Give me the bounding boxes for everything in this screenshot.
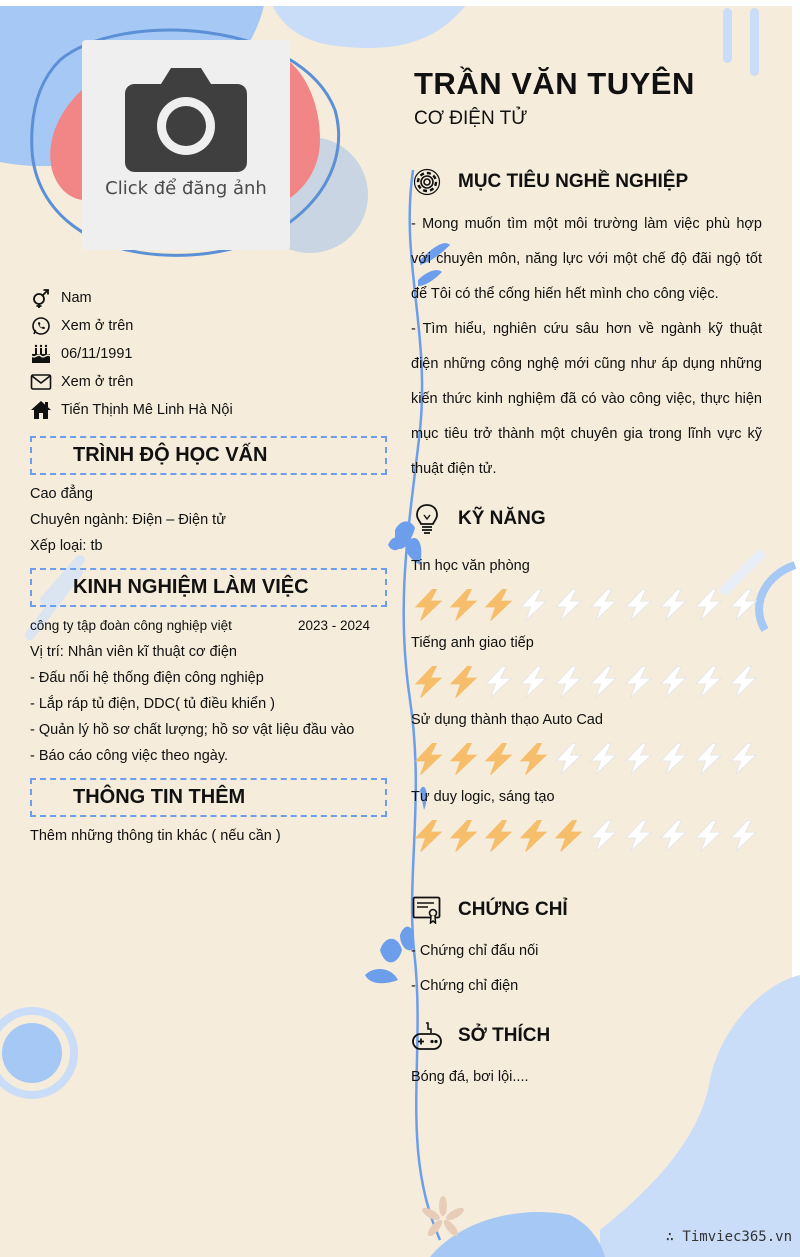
lightbulb-icon [410, 502, 444, 536]
avatar-upload-label: Click để đăng ảnh [105, 178, 267, 199]
hobbies-text: Bóng đá, bơi lội.... [411, 1069, 529, 1085]
certificates-heading: CHỨNG CHỈ [458, 899, 568, 920]
experience-heading-box [30, 568, 387, 607]
birthday-cake-icon [30, 343, 52, 365]
bolt-empty-icon [586, 665, 621, 699]
skill-item [411, 558, 771, 622]
certificates-heading-row [410, 893, 568, 927]
bolt-empty-icon [691, 742, 726, 776]
bolt-filled-icon [446, 742, 481, 776]
contact-gender-text: Nam [61, 290, 92, 306]
certificate-item: - Chứng chỉ điện [411, 978, 519, 994]
education-heading: TRÌNH ĐỘ HỌC VẤN [73, 444, 268, 466]
bolt-empty-icon [586, 819, 621, 853]
objective-paragraph-1: - Mong muốn tìm một môi trường làm việc phù hợp với chuyên môn, năng lực với một chế độ đãi ngộ tốt để Tôi có thể cống hiến hết mình cho công việc. [411, 216, 762, 302]
education-heading-box [30, 436, 387, 475]
bolt-empty-icon [516, 665, 551, 699]
experience-line: - Lắp ráp tủ điện, DDC( tủ điều khiển ) [30, 696, 276, 712]
avatar-upload[interactable] [82, 40, 290, 250]
bolt-filled-icon [411, 819, 446, 853]
email-icon [30, 371, 52, 393]
bolt-empty-icon [551, 742, 586, 776]
certificates-list [411, 934, 538, 1004]
skill-rating [411, 819, 771, 853]
experience-line: - Đấu nối hệ thống điện công nghiệp [30, 670, 264, 686]
contact-email [30, 368, 380, 396]
experience-line: Vị trí: Nhân viên kĩ thuật cơ điện [30, 644, 237, 660]
experience-company: công ty tập đoàn công nghiệp việt [30, 618, 232, 633]
bolt-filled-icon [446, 819, 481, 853]
contact-address-text: Tiến Thịnh Mê Linh Hà Nội [61, 402, 233, 418]
contact-birthday [30, 340, 380, 368]
skill-name: Tin học văn phòng [411, 558, 530, 574]
bolt-filled-icon [516, 819, 551, 853]
gamepad-icon [410, 1019, 444, 1053]
bolt-empty-icon [516, 588, 551, 622]
skill-item [411, 789, 771, 853]
skills-heading-row [410, 502, 546, 536]
bolt-empty-icon [656, 665, 691, 699]
bolt-filled-icon [481, 742, 516, 776]
skill-rating [411, 742, 771, 776]
bolt-empty-icon [726, 665, 761, 699]
skill-name: Tư duy logic, sáng tạo [411, 789, 555, 805]
bolt-empty-icon [621, 588, 656, 622]
contact-phone-text: Xem ở trên [61, 318, 134, 334]
candidate-name: TRẦN VĂN TUYÊN [414, 66, 695, 101]
bolt-empty-icon [726, 819, 761, 853]
certificate-icon [410, 893, 444, 927]
bolt-empty-icon [726, 742, 761, 776]
hobbies-heading-row [410, 1019, 550, 1053]
gender-icon [30, 287, 52, 309]
bolt-filled-icon [481, 819, 516, 853]
bolt-filled-icon [481, 588, 516, 622]
bolt-empty-icon [551, 665, 586, 699]
camera-icon [123, 64, 249, 174]
bolt-empty-icon [691, 819, 726, 853]
contact-phone [30, 312, 380, 340]
objective-text [411, 207, 762, 487]
bolt-filled-icon [446, 588, 481, 622]
gears-icon [410, 165, 444, 199]
objective-paragraph-2: - Tìm hiểu, nghiên cứu sâu hơn về ngành kỹ thuật điện những công nghệ mới cũng như áp dụng những kiến thức kinh nghiệm đã có vào công việc, thực hiện mục tiêu trở thành một chuyên gia trong lĩnh vực kỹ thuật điện tử. [411, 321, 762, 477]
bolt-filled-icon [446, 665, 481, 699]
skills-heading: KỸ NĂNG [458, 508, 546, 529]
bolt-empty-icon [691, 665, 726, 699]
hobbies-heading: SỞ THÍCH [458, 1025, 551, 1046]
bolt-filled-icon [411, 742, 446, 776]
bolt-empty-icon [586, 588, 621, 622]
bolt-empty-icon [656, 742, 691, 776]
skill-rating [411, 665, 771, 699]
contact-list [30, 284, 380, 424]
skill-name: Sử dụng thành thạo Auto Cad [411, 712, 603, 728]
bolt-empty-icon [691, 588, 726, 622]
bolt-empty-icon [621, 819, 656, 853]
education-major: Chuyên ngành: Điện – Điện tử [30, 512, 226, 528]
experience-company-row [30, 613, 370, 639]
bolt-filled-icon [411, 665, 446, 699]
extra-heading-box [30, 778, 387, 817]
skill-name: Tiếng anh giao tiếp [411, 635, 534, 651]
education-level: Cao đẳng [30, 486, 93, 502]
candidate-title: CƠ ĐIỆN TỬ [414, 108, 528, 129]
contact-birthday-text: 06/11/1991 [61, 346, 133, 362]
home-icon [30, 399, 52, 421]
bolt-empty-icon [586, 742, 621, 776]
experience-line: - Quản lý hồ sơ chất lượng; hồ sơ vật liệu đầu vào [30, 722, 355, 738]
experience-period: 2023 - 2024 [297, 618, 370, 633]
certificate-item: - Chứng chỉ đấu nối [411, 943, 539, 959]
objective-heading: MỤC TIÊU NGHỀ NGHIỆP [458, 171, 689, 192]
bolt-filled-icon [411, 588, 446, 622]
extra-text: Thêm những thông tin khác ( nếu cần ) [30, 828, 281, 844]
bolt-empty-icon [621, 742, 656, 776]
contact-email-text: Xem ở trên [61, 374, 134, 390]
experience-details [30, 613, 370, 769]
contact-gender [30, 284, 380, 312]
phone-icon [30, 315, 52, 337]
bolt-empty-icon [621, 665, 656, 699]
objective-heading-row [410, 165, 688, 199]
skill-item [411, 635, 771, 699]
skill-item [411, 712, 771, 776]
contact-address [30, 396, 380, 424]
bolt-empty-icon [656, 819, 691, 853]
skill-rating [411, 588, 771, 622]
experience-line: - Báo cáo công việc theo ngày. [30, 748, 229, 764]
bolt-filled-icon [551, 819, 586, 853]
bolt-filled-icon [516, 742, 551, 776]
brand-watermark: ∴ Timviec365.vn [665, 1229, 792, 1245]
bolt-empty-icon [551, 588, 586, 622]
bolt-empty-icon [726, 588, 761, 622]
bolt-empty-icon [481, 665, 516, 699]
experience-heading: KINH NGHIỆM LÀM VIỆC [73, 576, 309, 598]
bolt-empty-icon [656, 588, 691, 622]
education-grade: Xếp loại: tb [30, 538, 103, 554]
extra-heading: THÔNG TIN THÊM [73, 786, 246, 808]
education-details [30, 481, 226, 559]
